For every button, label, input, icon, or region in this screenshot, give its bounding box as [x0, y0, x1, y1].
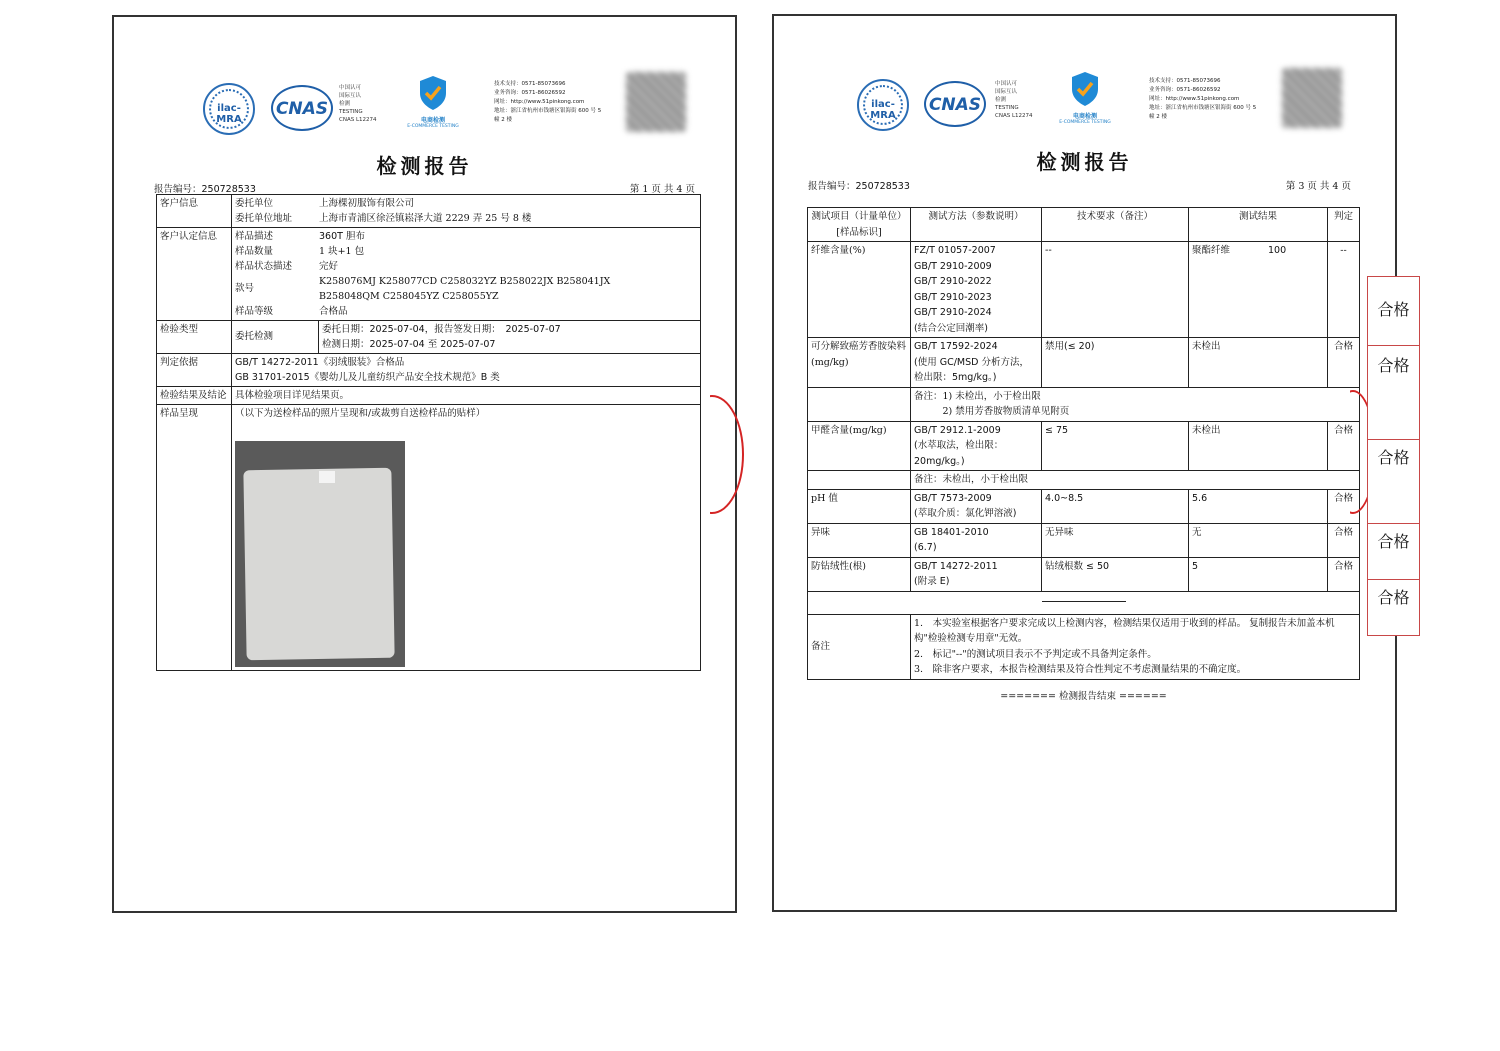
cell-item: 异味 [808, 523, 911, 557]
cell-item: 甲醛含量(mg/kg) [808, 421, 911, 471]
report-page-3 [772, 14, 1397, 912]
qr-code-blurred [1282, 68, 1342, 128]
report-number: 报告编号：250728533 [808, 181, 910, 192]
result-row [808, 242, 1360, 338]
col-requirement: 技术要求（备注） [1042, 208, 1189, 242]
verdict-callout [1367, 276, 1420, 636]
page-title: 检测报告 [376, 154, 473, 178]
client-label: 客户信息 [157, 195, 232, 228]
cell-result: 无 [1189, 523, 1328, 557]
ecommerce-testing-logo: 电商检测 E-COMMERCE TESTING [1054, 71, 1116, 133]
col-method: 测试方法（参数说明） [911, 208, 1042, 242]
cell-req: 无异味 [1042, 523, 1189, 557]
note-row [808, 471, 1360, 490]
cell-verdict: 合格 [1328, 489, 1360, 523]
cell-item: 可分解致癌芳香胺染料(mg/kg) [808, 338, 911, 388]
remark-3: 3. 除非客户要求，本报告检测结果及符合性判定不考虑测量结果的不确定度。 [914, 664, 1247, 675]
cell-result: 未检出 [1189, 338, 1328, 388]
client-address: 上海市青浦区徐泾镇崧泽大道 2229 弄 25 号 8 楼 [319, 213, 532, 224]
type-label: 检验类型 [157, 321, 232, 354]
sample-desc: 360T 胆布 [319, 231, 365, 242]
result-row [808, 421, 1360, 471]
page-title: 检测报告 [1036, 150, 1133, 174]
cell-req: ≤ 75 [1042, 421, 1189, 471]
type-value: 委托检测 [232, 321, 319, 354]
basis-standard-1: GB/T 14272-2011《羽绒服装》合格品 [235, 357, 405, 368]
remark-label: 备注 [808, 614, 911, 679]
verdict-1: 合格 [1377, 300, 1410, 319]
cell-result: 5 [1189, 557, 1328, 591]
results-table [807, 207, 1360, 680]
contact-info: 技术支持：0571-85073696 业务咨询：0571-86026592 网址：http://www.51pinkong.com 地址：浙江省杭州市钱塘区银海街 600 号 5 幢 2 楼 [494, 81, 602, 123]
verdict-2: 合格 [1377, 356, 1410, 375]
report-header [114, 17, 735, 147]
result-label: 检验结果及结论 [157, 387, 232, 405]
result-row [808, 338, 1360, 388]
basis-label: 判定依据 [157, 354, 232, 387]
cell-req: 4.0~8.5 [1042, 489, 1189, 523]
result-row [808, 523, 1360, 557]
photo-note: （以下为送检样品的照片呈现和/或裁剪自送检样品的贴样） [235, 408, 486, 419]
report-header [774, 16, 1395, 146]
cell-result: 5.6 [1189, 489, 1328, 523]
sample-state: 完好 [319, 261, 339, 272]
report-number: 报告编号：250728533 [154, 184, 256, 195]
shield-check-icon [418, 75, 448, 111]
cell-item: 纤维含量(%) [808, 242, 911, 338]
cnas-logo: CNAS [924, 81, 986, 127]
sample-qty: 1 块+1 包 [319, 246, 365, 257]
note-row [808, 387, 1360, 421]
sample-label: 客户认定信息 [157, 228, 232, 321]
sample-grade: 合格品 [319, 306, 348, 317]
result-row [808, 557, 1360, 591]
cell-method: GB/T 17592-2024 (使用 GC/MSD 分析方法，检出限：5mg/kg。) [911, 338, 1042, 388]
verdict-3: 合格 [1377, 448, 1410, 467]
basis-standard-2: GB 31701-2015《婴幼儿及儿童纺织产品安全技术规范》B 类 [235, 372, 500, 383]
cell-verdict: 合格 [1328, 421, 1360, 471]
cell-item: pH 值 [808, 489, 911, 523]
ilac-mra-logo: ilac-MRA [857, 79, 909, 131]
col-verdict: 判定 [1328, 208, 1360, 242]
verdict-5: 合格 [1377, 588, 1410, 607]
page-number: 第 3 页 共 4 页 [1285, 181, 1351, 192]
note-text: 备注：未检出，小于检出限 [911, 471, 1360, 490]
ilac-mra-logo: ilac-MRA [203, 83, 255, 135]
cell-req: 钻绒根数 ≤ 50 [1042, 557, 1189, 591]
cell-method: GB 18401-2010 (6.7) [911, 523, 1042, 557]
cell-result: 聚酯纤维 100 [1189, 242, 1328, 338]
report-page-1 [112, 15, 737, 913]
cnas-logo: CNAS [271, 85, 333, 131]
cell-method: FZ/T 01057-2007 GB/T 2910-2009 GB/T 2910-2022 GB/T 2910-2023 GB/T 2910-2024 (结合公定回潮率) [911, 242, 1042, 338]
report-end: ======= 检测报告结束 ====== [1000, 691, 1167, 702]
page-number: 第 1 页 共 4 页 [629, 184, 695, 195]
cert-text: 中国认可 国际互认 检测 TESTING CNAS L12274 [995, 81, 1033, 119]
remark-2: 2. 标记"--"的测试项目表示不予判定或不具备判定条件。 [914, 648, 1157, 660]
col-result: 测试结果 [1189, 208, 1328, 242]
cell-item: 防钻绒性(根) [808, 557, 911, 591]
report-info-table: 客户信息 委托单位 上海棵初服饰有限公司 委托单位地址 上海市青浦区徐泾镇崧泽大道 2229 弄 25 号 8 楼 客户认定信息 样品描述 360T 胆布 样品数量 1 块+1 包 样品状态描述 完好 款号 K258076MJ K258077CD C258032YZ B258022JX B258041JX B258048QM C258045YZ C258055YZ 样品等级 合格品 检验类型 委托检测 委托日期：2025-07-04，报告签发日期： 2025-07-07 检测日期：2025-07-04 至 2025-07-07 判定依据 GB/T 14272-2011《羽绒服装》合格品 GB 31701-2015《婴幼儿及儿童纺织产品安全技术规范》B 类 检验结果及结论 具体检验项目详见结果页。 样品呈现 （以下为送检样品的照片呈现和/或裁剪自送检样品的贴样） [156, 194, 701, 671]
cell-method: GB/T 2912.1-2009 (水萃取法，检出限：20mg/kg。) [911, 421, 1042, 471]
cert-text: 中国认可 国际互认 检测 TESTING CNAS L12274 [339, 85, 377, 123]
cell-verdict: -- [1328, 242, 1360, 338]
cell-verdict: 合格 [1328, 338, 1360, 388]
cell-verdict: 合格 [1328, 523, 1360, 557]
sample-photo [235, 441, 405, 667]
cell-verdict: 合格 [1328, 557, 1360, 591]
result-row [808, 489, 1360, 523]
col-item: 测试项目（计量单位）[样品标识] [808, 208, 911, 242]
verdict-4: 合格 [1377, 532, 1410, 551]
cell-method: GB/T 7573-2009 (萃取介质：氯化钾溶液) [911, 489, 1042, 523]
cell-req: 禁用(≤ 20) [1042, 338, 1189, 388]
shield-check-icon [1070, 71, 1100, 107]
ecommerce-testing-logo: 电商检测 E-COMMERCE TESTING [402, 75, 464, 137]
cell-method: GB/T 14272-2011 (附录 E) [911, 557, 1042, 591]
note-text: 备注：1) 未检出，小于检出限 2) 禁用芳香胺物质清单见附页 [911, 387, 1360, 421]
client-unit: 上海棵初服饰有限公司 [319, 198, 415, 209]
style-numbers: K258076MJ K258077CD C258032YZ B258022JX B258041JX B258048QM C258045YZ C258055YZ [319, 276, 611, 302]
entrust-dates: 委托日期：2025-07-04，报告签发日期： 2025-07-07 [322, 324, 561, 335]
qr-code-blurred [626, 72, 686, 132]
result-value: 具体检验项目详见结果页。 [232, 387, 701, 405]
remark-1: 1. 本实验室根据客户要求完成以上检测内容，检测结果仅适用于收到的样品。 复制报告未加盖本机构"检验检测专用章"无效。 [914, 617, 1335, 644]
test-dates: 检测日期：2025-07-04 至 2025-07-07 [322, 339, 496, 350]
cell-req: -- [1042, 242, 1189, 338]
photo-label: 样品呈现 [157, 405, 232, 671]
cell-result: 未检出 [1189, 421, 1328, 471]
contact-info: 技术支持：0571-85073696 业务咨询：0571-86026592 网址：http://www.51pinkong.com 地址：浙江省杭州市钱塘区银海街 600 号 5 幢 2 楼 [1149, 78, 1257, 120]
